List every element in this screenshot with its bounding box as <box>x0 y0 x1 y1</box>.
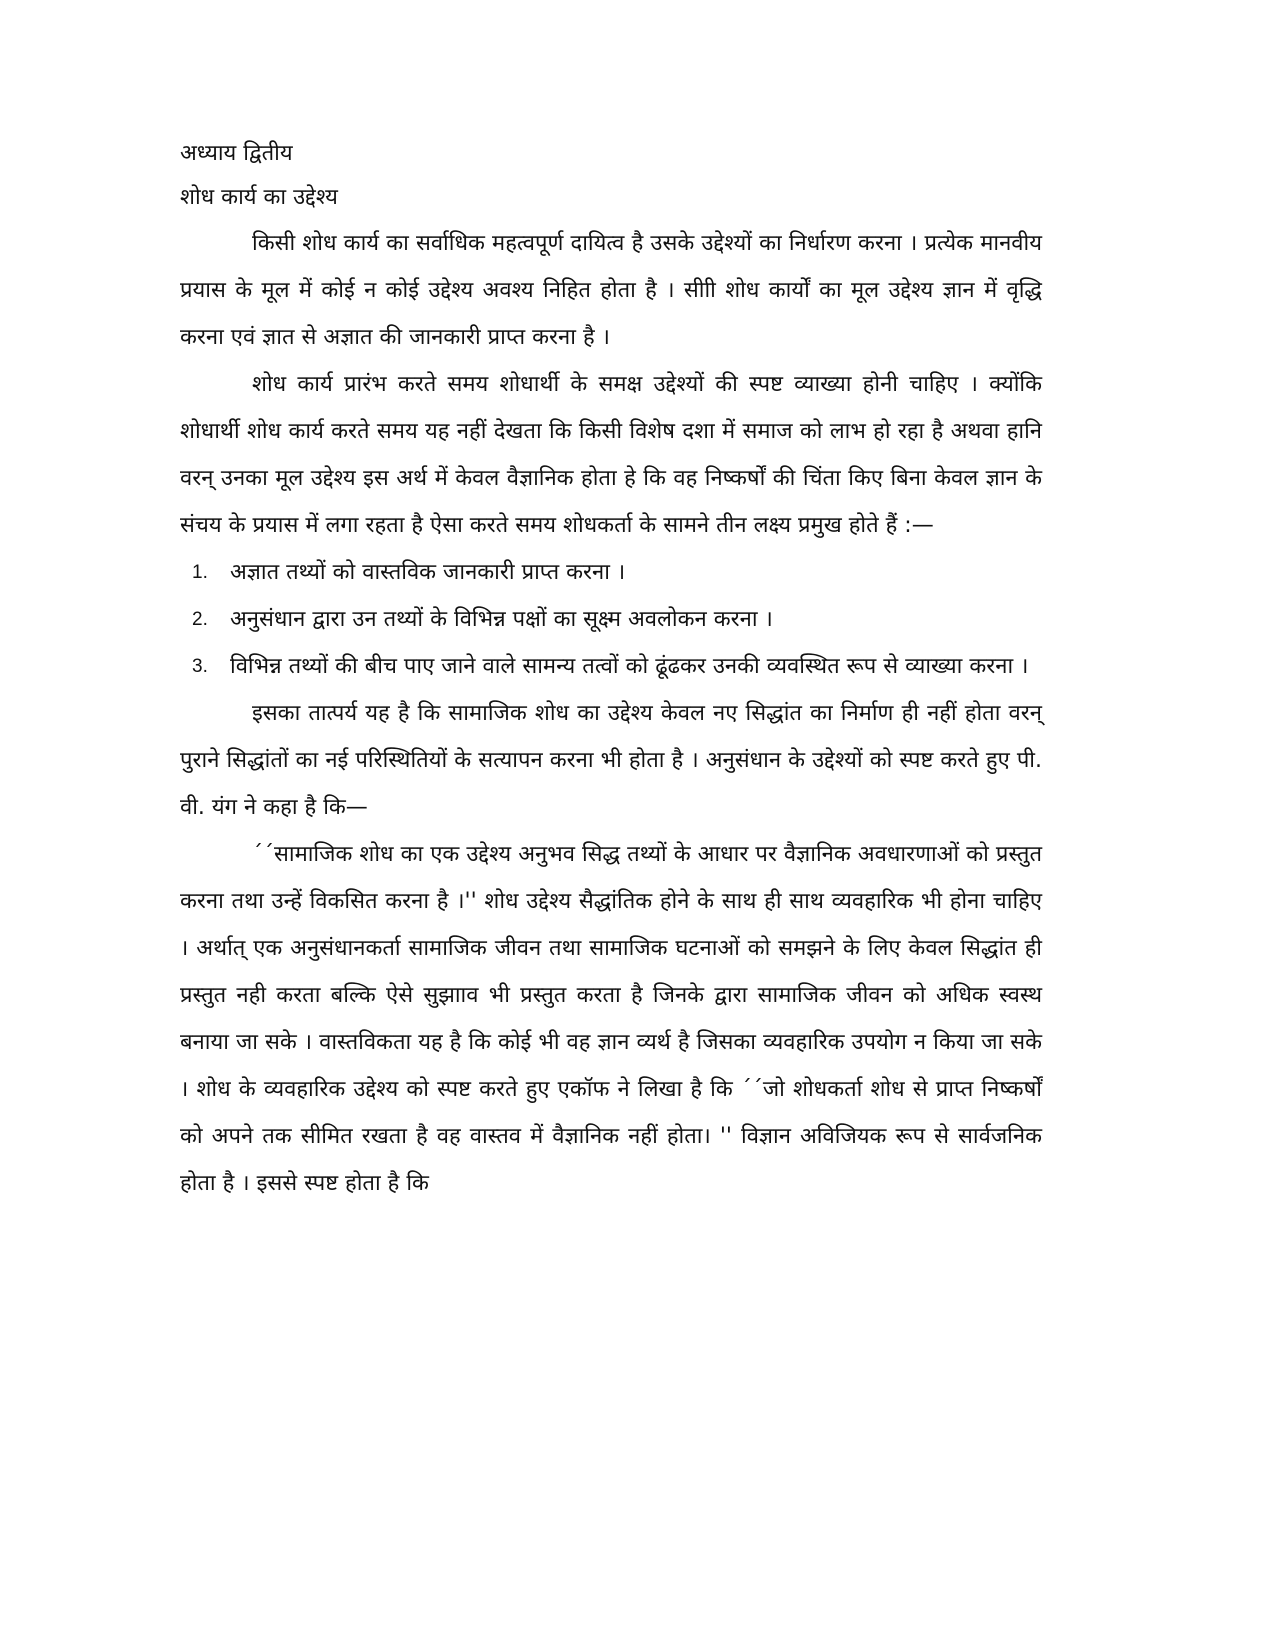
paragraph: शोध कार्य प्रारंभ करते समय शोधार्थी के समक्ष उद्देश्यों की स्पष्ट व्याख्या होनी चाहिए । क्योंकि शोधार्थी शोध कार्य करते समय यह नहीं देखता कि किसी विशेष दशा में समाज को लाभ हो रहा है अथवा हानि वरन् उनका मूल उद्देश्य इस अर्थ में केवल वैज्ञानिक होता हे कि वह निष्कर्षों की चिंता किए बिना केवल ज्ञान के संचय के प्रयास में लगा रहता है ऐसा करते समय शोधकर्ता के सामने तीन लक्ष्य प्रमुख होते हैं :— <box>180 372 1042 538</box>
list-item-text: अज्ञात तथ्यों को वास्तविक जानकारी प्राप्त करना । <box>230 560 626 585</box>
objectives-list <box>180 549 1042 690</box>
document-page <box>180 132 1042 1207</box>
list-item-number: 2. <box>192 609 208 630</box>
chapter-title: अध्याय द्वितीय <box>180 141 293 166</box>
section-title: शोध कार्य का उद्देश्य <box>180 185 338 210</box>
list-item <box>180 643 1042 690</box>
list-item-number: 1. <box>192 562 208 583</box>
list-item-text: अनुसंधान द्वारा उन तथ्यों के विभिन्न पक्षों का सूक्ष्म अवलोकन करना । <box>230 607 773 632</box>
list-item <box>180 549 1042 596</box>
list-item-text: विभिन्न तथ्यों की बीच पाए जाने वाले सामन्य तत्वों को ढूंढकर उनकी व्यवस्थित रूप से व्याख्या करना । <box>230 654 1029 679</box>
list-item <box>180 596 1042 643</box>
paragraph: किसी शोध कार्य का सर्वाधिक महत्वपूर्ण दायित्व है उसके उद्देश्यों का निर्धारण करना । प्रत्येक मानवीय प्रयास के मूल में कोई न कोई उद्देश्य अवश्य निहित होता है । सीाी शोध कार्यों का मूल उद्देश्य ज्ञान में वृद्धि करना एवं ज्ञात से अज्ञात की जानकारी प्राप्त करना है । <box>180 231 1042 350</box>
paragraph: ´´सामाजिक शोध का एक उद्देश्य अनुभव सिद्ध तथ्यों के आधार पर वैज्ञानिक अवधारणाओं को प्रस्तुत करना तथा उन्हें विकसित करना है ।'' शोध उद्देश्य सैद्धांतिक होने के साथ ही साथ व्यवहारिक भी होना चाहिए । अर्थात् एक अनुसंधानकर्ता सामाजिक जीवन तथा सामाजिक घटनाओं को समझने के लिए केवल सिद्धांत ही प्रस्तुत नही करता बल्कि ऐसे सुझााव भी प्रस्तुत करता है जिनके द्वारा सामाजिक जीवन को अधिक स्वस्थ बनाया जा सके । वास्तविकता यह है कि कोई भी वह ज्ञान व्यर्थ है जिसका व्यवहारिक उपयोग न किया जा सके । शोध के व्यवहारिक उद्देश्य को स्पष्ट करते हुए एकॉफ ने लिखा है कि ´´जो शोधकर्ता शोध से प्राप्त निष्कर्षों को अपने तक सीमित रखता है वह वास्तव में वैज्ञानिक नहीं होता। '' विज्ञान अविजियक रूप से सार्वजनिक होता है । इससे स्पष्ट होता है कि <box>180 842 1042 1196</box>
list-item-number: 3. <box>192 656 208 677</box>
paragraph: इसका तात्पर्य यह है कि सामाजिक शोध का उद्देश्य केवल नए सिद्धांत का निर्माण ही नहीं होता वरन् पुराने सिद्धांतों का नई परिस्थितियों के सत्यापन करना भी होता है । अनुसंधान के उद्देश्यों को स्पष्ट करते हुए पी. वी. यंग ने कहा है कि— <box>180 701 1042 820</box>
